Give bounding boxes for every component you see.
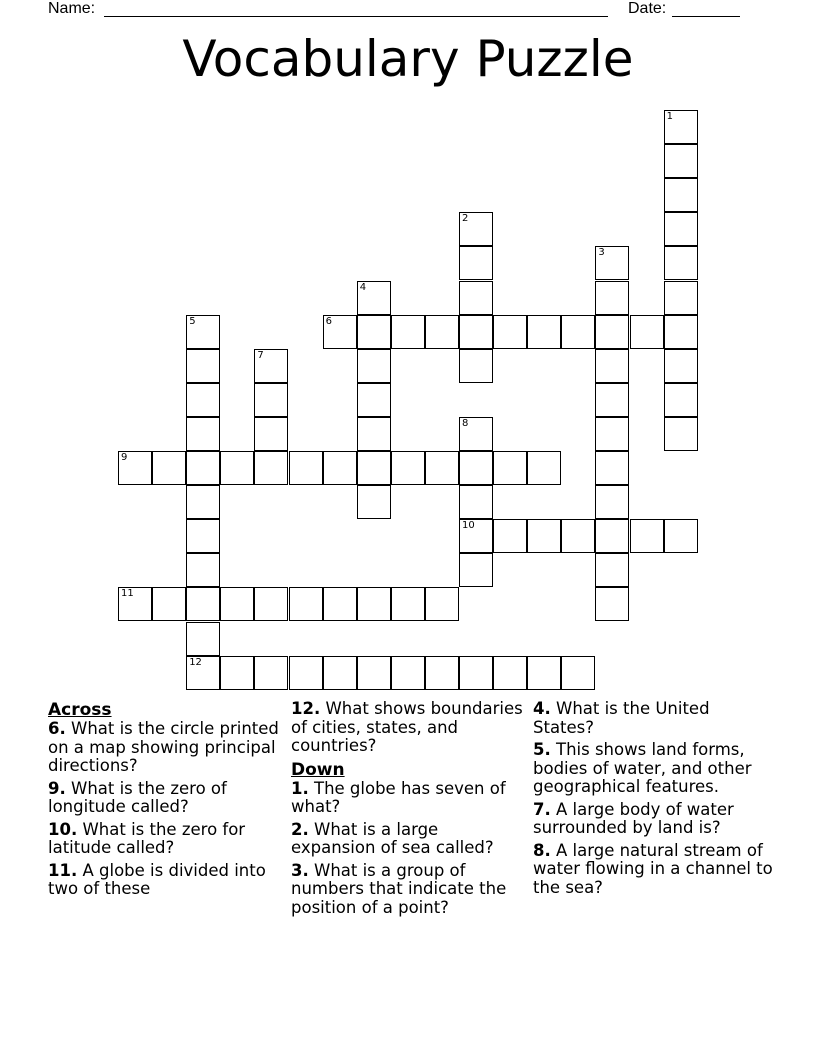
clue-item-text: A large body of water surrounded by land is? bbox=[533, 799, 734, 837]
grid-cell[interactable] bbox=[664, 246, 698, 280]
clue-item-text: What is the circle printed on a map showing principal directions? bbox=[48, 719, 279, 775]
grid-cell[interactable] bbox=[323, 451, 357, 485]
clue-number: 2 bbox=[462, 213, 469, 225]
clue-item bbox=[533, 842, 773, 898]
clues-column-1 bbox=[48, 700, 284, 903]
grid-cell[interactable] bbox=[561, 519, 595, 553]
grid-cell[interactable] bbox=[323, 315, 357, 349]
grid-cell[interactable] bbox=[357, 656, 391, 690]
grid-cell[interactable] bbox=[357, 587, 391, 621]
clue-item bbox=[291, 821, 527, 858]
clue-number: 10 bbox=[462, 520, 475, 532]
grid-cell[interactable] bbox=[459, 315, 493, 349]
clue-item-number: 9. bbox=[48, 778, 66, 798]
grid-cell[interactable] bbox=[664, 178, 698, 212]
grid-cell[interactable] bbox=[254, 587, 288, 621]
clue-item bbox=[291, 700, 527, 756]
grid-cell[interactable] bbox=[630, 519, 664, 553]
grid-cell[interactable] bbox=[357, 349, 391, 383]
grid-cell[interactable] bbox=[152, 587, 186, 621]
clues-column-2 bbox=[291, 700, 527, 921]
grid-cell[interactable] bbox=[595, 383, 629, 417]
grid-cell[interactable] bbox=[459, 451, 493, 485]
grid-cell[interactable] bbox=[254, 451, 288, 485]
grid-cell[interactable] bbox=[630, 315, 664, 349]
clue-number: 4 bbox=[359, 281, 367, 293]
grid-cell[interactable] bbox=[664, 417, 698, 451]
clue-item-number: 11. bbox=[48, 860, 78, 880]
grid-cell[interactable] bbox=[289, 587, 323, 621]
grid-cell[interactable] bbox=[186, 417, 220, 451]
clue-number: 3 bbox=[598, 247, 605, 259]
clue-number: 8 bbox=[462, 417, 469, 429]
grid-cell[interactable] bbox=[664, 315, 698, 349]
clue-number: 12 bbox=[189, 656, 202, 668]
grid-cell[interactable] bbox=[527, 451, 561, 485]
clue-item-number: 5. bbox=[533, 740, 551, 759]
clue-number: 5 bbox=[189, 315, 196, 327]
grid-cell[interactable] bbox=[493, 519, 527, 553]
clue-item bbox=[48, 720, 284, 776]
clue-item bbox=[48, 780, 284, 817]
clue-item-number: 3. bbox=[291, 860, 309, 880]
grid-cell[interactable] bbox=[391, 587, 425, 621]
grid-cell[interactable] bbox=[527, 315, 561, 349]
grid-cell[interactable] bbox=[664, 349, 698, 383]
grid-cell[interactable] bbox=[595, 281, 629, 315]
page-title: Vocabulary Puzzle bbox=[182, 30, 634, 88]
grid-cell[interactable] bbox=[664, 383, 698, 417]
grid-cell[interactable] bbox=[323, 656, 357, 690]
clue-item-text: The globe has seven of what? bbox=[291, 778, 506, 816]
grid-cell[interactable] bbox=[186, 315, 220, 349]
clue-item-number: 4. bbox=[533, 699, 551, 718]
grid-cell[interactable] bbox=[595, 315, 629, 349]
grid-cell[interactable] bbox=[493, 451, 527, 485]
clue-item-number: 12. bbox=[291, 699, 321, 718]
grid-cell[interactable] bbox=[186, 485, 220, 519]
grid-cell[interactable] bbox=[357, 451, 391, 485]
grid-cell[interactable] bbox=[186, 451, 220, 485]
across-clue-list bbox=[48, 720, 284, 899]
grid-cell[interactable] bbox=[561, 315, 595, 349]
grid-cell[interactable] bbox=[289, 656, 323, 690]
grid-cell[interactable] bbox=[186, 587, 220, 621]
grid-cell[interactable] bbox=[595, 553, 629, 587]
clue-item bbox=[291, 862, 527, 918]
grid-cell[interactable] bbox=[186, 553, 220, 587]
grid-cell[interactable] bbox=[595, 587, 629, 621]
grid-cell[interactable] bbox=[527, 656, 561, 690]
grid-cell[interactable] bbox=[220, 656, 254, 690]
grid-cell[interactable] bbox=[459, 485, 493, 519]
clue-number: 9 bbox=[121, 452, 128, 463]
clue-item bbox=[533, 741, 773, 797]
grid-cell[interactable] bbox=[459, 417, 493, 451]
clue-number: 6 bbox=[325, 315, 332, 327]
grid-cell[interactable] bbox=[254, 383, 288, 417]
grid-cell[interactable] bbox=[118, 451, 152, 485]
grid-cell[interactable] bbox=[664, 110, 698, 144]
grid-cell[interactable] bbox=[186, 383, 220, 417]
grid-cell[interactable] bbox=[391, 451, 425, 485]
grid-cell[interactable] bbox=[664, 281, 698, 315]
grid-cell[interactable] bbox=[595, 451, 629, 485]
clue-item-number: 2. bbox=[291, 819, 309, 839]
clue-item bbox=[533, 801, 773, 838]
grid-cell[interactable] bbox=[186, 656, 220, 690]
grid-cell[interactable] bbox=[425, 656, 459, 690]
grid-cell[interactable] bbox=[493, 656, 527, 690]
name-label: Name: bbox=[48, 0, 96, 17]
down-heading: Down bbox=[291, 759, 345, 780]
grid-cell[interactable] bbox=[357, 417, 391, 451]
grid-cell[interactable] bbox=[323, 587, 357, 621]
grid-cell[interactable] bbox=[595, 485, 629, 519]
clue-item-text: What shows boundaries of cities, states, and countries? bbox=[291, 699, 523, 755]
grid-cell[interactable] bbox=[527, 519, 561, 553]
grid-cell[interactable] bbox=[254, 417, 288, 451]
clue-item-number: 10. bbox=[48, 819, 78, 839]
grid-cell[interactable] bbox=[289, 451, 323, 485]
grid-cell[interactable] bbox=[664, 212, 698, 246]
grid-cell[interactable] bbox=[152, 451, 186, 485]
grid-cell[interactable] bbox=[459, 349, 493, 383]
clue-number: 7 bbox=[257, 349, 264, 361]
grid-cell[interactable] bbox=[595, 519, 629, 553]
grid-cell[interactable] bbox=[357, 281, 391, 315]
grid-cell[interactable] bbox=[391, 315, 425, 349]
clue-item bbox=[48, 821, 284, 858]
grid-cell[interactable] bbox=[220, 451, 254, 485]
date-label: Date: bbox=[628, 0, 667, 17]
grid-cell[interactable] bbox=[186, 519, 220, 553]
grid-cell[interactable] bbox=[254, 349, 288, 383]
clue-number: 11 bbox=[121, 588, 134, 600]
grid-cell[interactable] bbox=[664, 519, 698, 553]
grid-cell[interactable] bbox=[186, 349, 220, 383]
grid-cell[interactable] bbox=[664, 144, 698, 178]
grid-cell[interactable] bbox=[493, 315, 527, 349]
clue-item-number: 8. bbox=[533, 840, 551, 860]
grid-cell[interactable] bbox=[459, 519, 493, 553]
grid-cell[interactable] bbox=[357, 383, 391, 417]
grid-cell[interactable] bbox=[459, 212, 493, 246]
down-clue-list bbox=[291, 780, 527, 918]
clue-item-text: This shows land forms, bodies of water, and other geographical features. bbox=[533, 740, 752, 796]
clue-item bbox=[291, 780, 527, 817]
clue-item-text: What is a group of numbers that indicate the position of a point? bbox=[291, 860, 507, 917]
grid-cell[interactable] bbox=[118, 587, 152, 621]
grid-cell[interactable] bbox=[561, 656, 595, 690]
grid-cell[interactable] bbox=[357, 315, 391, 349]
grid-cell[interactable] bbox=[459, 246, 493, 280]
clue-item-number: 6. bbox=[48, 719, 66, 738]
grid-cell[interactable] bbox=[595, 417, 629, 451]
clue-item-number: 7. bbox=[533, 799, 551, 819]
clue-item bbox=[48, 862, 284, 899]
clues-column-3 bbox=[533, 700, 773, 901]
clue-item-text: A large natural stream of water flowing in a channel to the sea? bbox=[533, 840, 773, 897]
grid-cell[interactable] bbox=[595, 246, 629, 280]
grid-cell[interactable] bbox=[425, 315, 459, 349]
clue-item-text: What is the United States? bbox=[533, 699, 710, 737]
clue-item-text: A globe is divided into two of these bbox=[48, 860, 266, 898]
grid-cell[interactable] bbox=[459, 553, 493, 587]
clue-item-number: 1. bbox=[291, 778, 309, 798]
down-clue-list-continued bbox=[533, 700, 773, 897]
clue-item bbox=[533, 700, 773, 737]
grid-cell[interactable] bbox=[595, 349, 629, 383]
clue-item-text: What is the zero for latitude called? bbox=[48, 819, 246, 857]
clue-item-text: What is a large expansion of sea called? bbox=[291, 819, 494, 857]
grid-cell[interactable] bbox=[459, 656, 493, 690]
across-heading: Across bbox=[48, 700, 112, 720]
clue-number: 1 bbox=[666, 111, 673, 122]
grid-cell[interactable] bbox=[220, 587, 254, 621]
grid-cell[interactable] bbox=[425, 451, 459, 485]
grid-cell[interactable] bbox=[186, 622, 220, 656]
clue-item-text: What is the zero of longitude called? bbox=[48, 778, 227, 816]
grid-cell[interactable] bbox=[254, 656, 288, 690]
grid-cell[interactable] bbox=[425, 587, 459, 621]
across-clue-list-continued bbox=[291, 700, 527, 756]
grid-cell[interactable] bbox=[459, 281, 493, 315]
grid-cell[interactable] bbox=[391, 656, 425, 690]
grid-cell[interactable] bbox=[357, 485, 391, 519]
